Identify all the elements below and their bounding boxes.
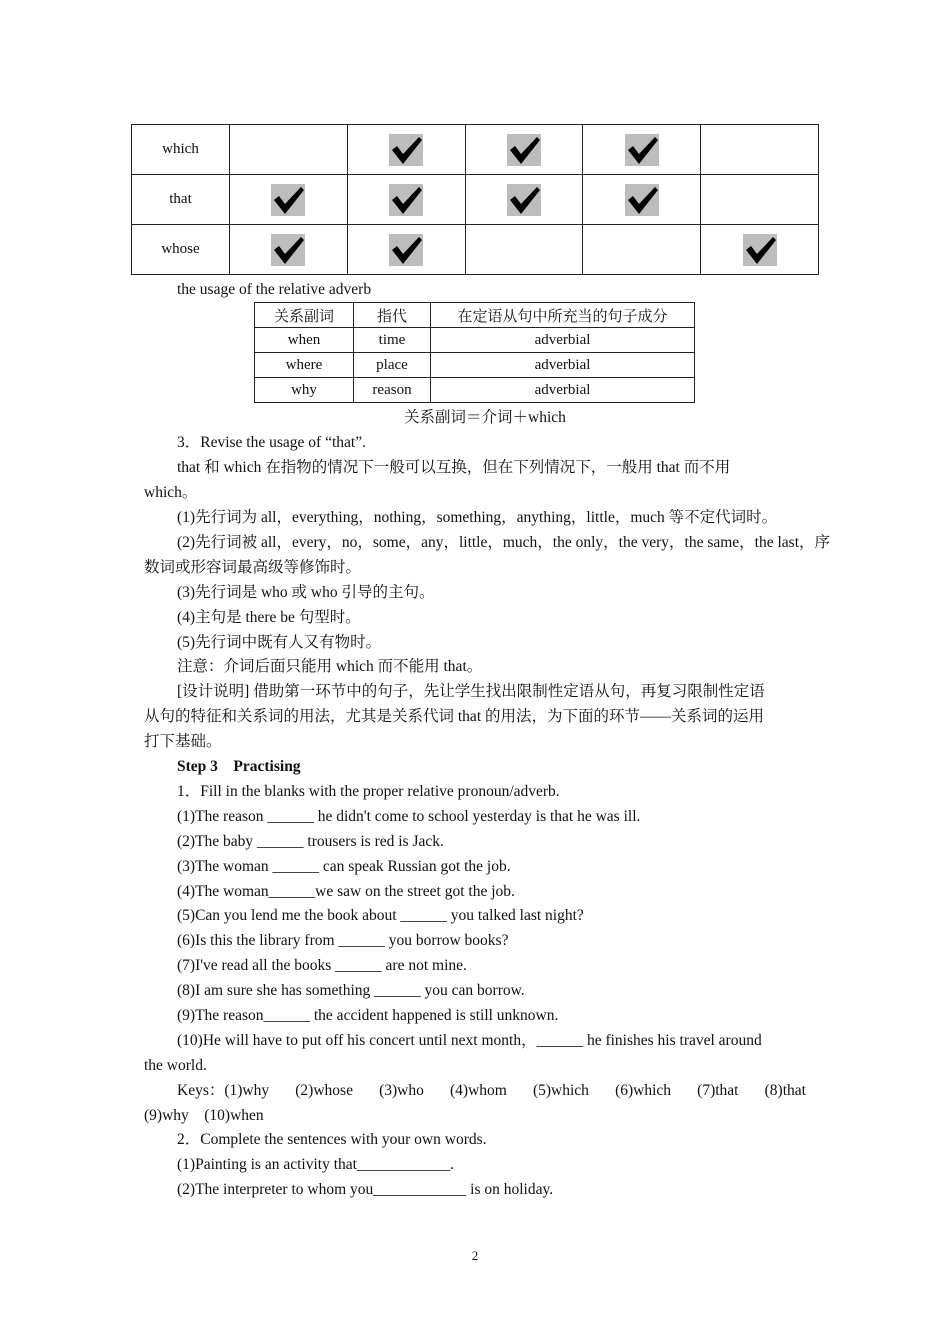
usage-cell: [230, 225, 348, 275]
adverb-header-row: [255, 303, 695, 328]
usage-cell: [701, 175, 819, 225]
adverb-header-cell: 指代: [354, 303, 431, 328]
fill-item-cont: the world.: [144, 1057, 207, 1074]
key: (5)which: [532, 1082, 589, 1099]
pronoun-label: which: [132, 125, 230, 175]
adverb-cell: adverbial: [431, 328, 695, 353]
that-intro: that 和 which 在指物的情况下一般可以互换，但在下列情况下，一般用 that 而不用: [177, 459, 731, 476]
fill-item: (3)The woman ______ can speak Russian got the job.: [177, 858, 511, 875]
complete-item: (2)The interpreter to whom you____________ is on holiday.: [177, 1181, 554, 1198]
fill-item: (5)Can you lend me the book about ______ you talked last night?: [177, 907, 584, 924]
checkmark-icon: [625, 184, 659, 216]
checkmark-icon: [271, 184, 305, 216]
key: (2)whose: [295, 1082, 353, 1099]
key: Keys：(1)why: [177, 1082, 270, 1099]
usage-cell: [701, 125, 819, 175]
revise-heading: 3．Revise the usage of “that”.: [177, 434, 366, 451]
usage-cell: [230, 125, 348, 175]
usage-cell: [583, 225, 701, 275]
adverb-cell: place: [354, 353, 431, 378]
usage-cell: [465, 125, 583, 175]
checkmark-icon: [389, 184, 423, 216]
usage-cell: [347, 125, 465, 175]
checkmark-icon: [507, 134, 541, 166]
fill-item: (1)The reason ______ he didn't come to school yesterday is that he was ill.: [177, 808, 641, 825]
fill-item: (4)The woman______we saw on the street got the job.: [177, 883, 515, 900]
key: (6)which: [615, 1082, 672, 1099]
fill-heading: 1．Fill in the blanks with the proper relative pronoun/adverb.: [177, 783, 560, 800]
step3-heading: Step 3 Practising: [177, 758, 301, 775]
key: (7)that: [697, 1082, 739, 1099]
adverb-cell: time: [354, 328, 431, 353]
fill-item: (2)The baby ______ trousers is red is Jack.: [177, 833, 444, 850]
design-note-3: 打下基础。: [144, 733, 222, 750]
rule-1: (1)先行词为 all，everything，nothing，something，anything，little，much 等不定代词时。: [177, 509, 778, 526]
usage-cell: [230, 175, 348, 225]
fill-item: (7)I've read all the books ______ are not mine.: [177, 957, 467, 974]
usage-cell: [583, 125, 701, 175]
adverb-header-cell: 关系副词: [255, 303, 354, 328]
usage-cell: [465, 225, 583, 275]
key: (4)whom: [450, 1082, 507, 1099]
adverb-row: [255, 378, 695, 403]
adverb-row: [255, 328, 695, 353]
complete-heading: 2．Complete the sentences with your own words.: [177, 1131, 487, 1148]
adverb-cell: where: [255, 353, 354, 378]
rule-2: (2)先行词被 all，every，no，some，any，little，much，the only，the very，the same，the last，序: [177, 534, 831, 551]
usage-cell: [701, 225, 819, 275]
fill-item: (6)Is this the library from ______ you borrow books?: [177, 932, 509, 949]
checkmark-icon: [389, 234, 423, 266]
checkmark-icon: [743, 234, 777, 266]
fill-item: (9)The reason______ the accident happened is still unknown.: [177, 1007, 559, 1024]
fill-item: (10)He will have to put off his concert until next month，______ he finishes his travel around: [177, 1032, 762, 1049]
relative-adverb-table: [254, 302, 695, 403]
checkmark-icon: [389, 134, 423, 166]
note: 注意：介词后面只能用 which 而不能用 that。: [177, 658, 483, 675]
design-note-2: 从句的特征和关系词的用法，尤其是关系代词 that 的用法，为下面的环节——关系词的运用: [144, 708, 764, 725]
adverb-cell: reason: [354, 378, 431, 403]
complete-item: (1)Painting is an activity that____________.: [177, 1156, 454, 1173]
adverb-caption: the usage of the relative adverb: [177, 281, 372, 298]
adverb-cell: adverbial: [431, 353, 695, 378]
key: (8)that: [764, 1082, 806, 1099]
design-note-1: [设计说明] 借助第一环节中的句子，先让学生找出限制性定语从句，再复习限制性定语: [177, 683, 765, 700]
checkmark-icon: [271, 234, 305, 266]
usage-cell: [347, 175, 465, 225]
usage-cell: [465, 175, 583, 225]
checkmark-icon: [625, 134, 659, 166]
usage-cell: [347, 225, 465, 275]
keys-line-cont: (9)why (10)when: [144, 1107, 264, 1124]
rule-4: (4)主句是 there be 句型时。: [177, 609, 361, 626]
pronoun-row: [132, 175, 819, 225]
pronoun-row: [132, 125, 819, 175]
rule-5: (5)先行词中既有人又有物时。: [177, 634, 382, 651]
pronoun-label: that: [132, 175, 230, 225]
fill-item: (8)I am sure she has something ______ you can borrow.: [177, 982, 525, 999]
that-intro-cont: which。: [144, 484, 198, 501]
page-number: 2: [471, 1248, 479, 1263]
adverb-header-cell: 在定语从句中所充当的句子成分: [431, 303, 695, 328]
key: (3)who: [379, 1082, 424, 1099]
usage-cell: [583, 175, 701, 225]
formula: 关系副词＝介词＋which: [404, 409, 566, 426]
keys-line: [177, 1081, 806, 1101]
relative-pronoun-table: [131, 124, 819, 275]
adverb-cell: when: [255, 328, 354, 353]
checkmark-icon: [507, 184, 541, 216]
pronoun-row: [132, 225, 819, 275]
rule-2-cont: 数词或形容词最高级等修饰时。: [144, 559, 362, 576]
rule-3: (3)先行词是 who 或 who 引导的主句。: [177, 584, 435, 601]
adverb-row: [255, 353, 695, 378]
adverb-cell: adverbial: [431, 378, 695, 403]
pronoun-label: whose: [132, 225, 230, 275]
adverb-cell: why: [255, 378, 354, 403]
